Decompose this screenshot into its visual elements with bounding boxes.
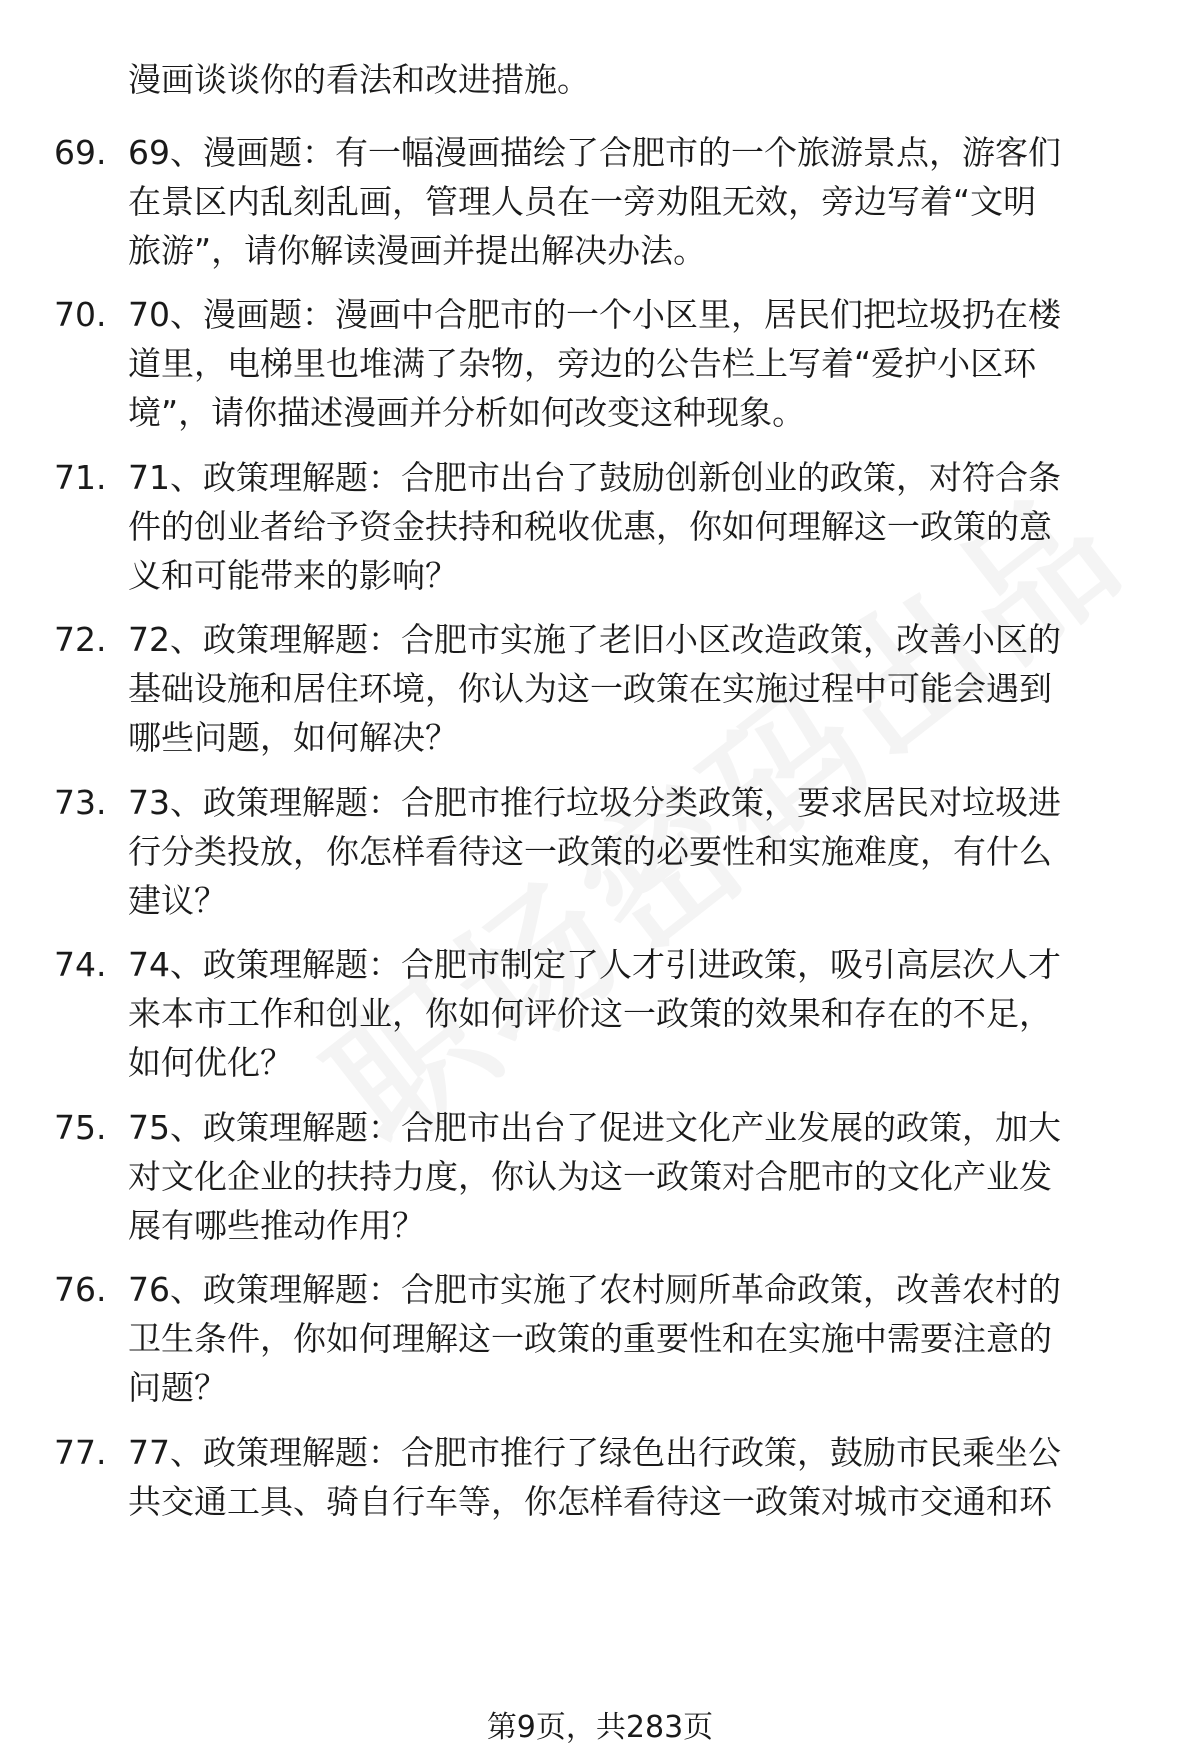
item-text	[128, 1265, 1148, 1412]
item-number: 70.	[54, 295, 107, 334]
item-text-line: 在景区内乱刻乱画，管理人员在一旁劝阻无效，旁边写着“文明	[128, 182, 1037, 221]
continuation-text: 漫画谈谈你的看法和改进措施。	[128, 60, 590, 99]
item-text-line: 72、政策理解题：合肥市实施了老旧小区改造政策，改善小区的	[128, 620, 1061, 659]
item-text-line: 境”，请你描述漫画并分析如何改变这种现象。	[128, 393, 806, 432]
item-text	[128, 778, 1148, 925]
item-number: 75.	[54, 1108, 107, 1147]
item-text-line: 如何优化？	[128, 1043, 293, 1082]
item-text-line: 来本市工作和创业，你如何评价这一政策的效果和存在的不足，	[128, 994, 1052, 1033]
item-text-line: 69、漫画题：有一幅漫画描绘了合肥市的一个旅游景点，游客们	[128, 133, 1061, 172]
item-text-line: 哪些问题，如何解决？	[128, 718, 458, 757]
item-number: 74.	[54, 945, 107, 984]
item-number: 69.	[54, 133, 107, 172]
item-text-line: 道里，电梯里也堆满了杂物，旁边的公告栏上写着“爱护小区环	[128, 344, 1037, 383]
item-text-line: 对文化企业的扶持力度，你认为这一政策对合肥市的文化产业发	[128, 1157, 1052, 1196]
item-text-line: 76、政策理解题：合肥市实施了农村厕所革命政策，改善农村的	[128, 1270, 1061, 1309]
item-text	[128, 615, 1148, 762]
item-text-line: 73、政策理解题：合肥市推行垃圾分类政策，要求居民对垃圾进	[128, 783, 1061, 822]
item-text-line: 70、漫画题：漫画中合肥市的一个小区里，居民们把垃圾扔在楼	[128, 295, 1061, 334]
item-number: 71.	[54, 458, 107, 497]
item-number: 72.	[54, 620, 107, 659]
item-number: 73.	[54, 783, 107, 822]
item-text-line: 件的创业者给予资金扶持和税收优惠，你如何理解这一政策的意	[128, 507, 1052, 546]
item-text-line: 共交通工具、骑自行车等，你怎样看待这一政策对城市交通和环	[128, 1482, 1052, 1521]
item-number: 76.	[54, 1270, 107, 1309]
item-text-line: 基础设施和居住环境，你认为这一政策在实施过程中可能会遇到	[128, 669, 1052, 708]
item-text-line: 建议？	[128, 881, 227, 920]
item-text-line: 义和可能带来的影响？	[128, 556, 458, 595]
item-text-line: 问题？	[128, 1368, 227, 1407]
item-number: 77.	[54, 1433, 107, 1472]
item-text-line: 旅游”，请你解读漫画并提出解决办法。	[128, 231, 707, 270]
item-text	[128, 940, 1148, 1087]
item-text	[128, 128, 1148, 275]
item-text-line: 行分类投放，你怎样看待这一政策的必要性和实施难度，有什么	[128, 832, 1052, 871]
item-text-line: 77、政策理解题：合肥市推行了绿色出行政策，鼓励市民乘坐公	[128, 1433, 1061, 1472]
page-footer: 第9页，共283页	[486, 1710, 714, 1745]
item-text-line: 71、政策理解题：合肥市出台了鼓励创新创业的政策，对符合条	[128, 458, 1061, 497]
item-text-line: 卫生条件，你如何理解这一政策的重要性和在实施中需要注意的	[128, 1319, 1052, 1358]
item-text	[128, 1103, 1148, 1250]
item-text-line: 74、政策理解题：合肥市制定了人才引进政策，吸引高层次人才	[128, 945, 1061, 984]
item-text	[128, 290, 1148, 437]
item-text	[128, 1428, 1148, 1526]
item-text-line: 展有哪些推动作用？	[128, 1206, 425, 1245]
item-text-line: 75、政策理解题：合肥市出台了促进文化产业发展的政策，加大	[128, 1108, 1061, 1147]
item-text	[128, 453, 1148, 600]
